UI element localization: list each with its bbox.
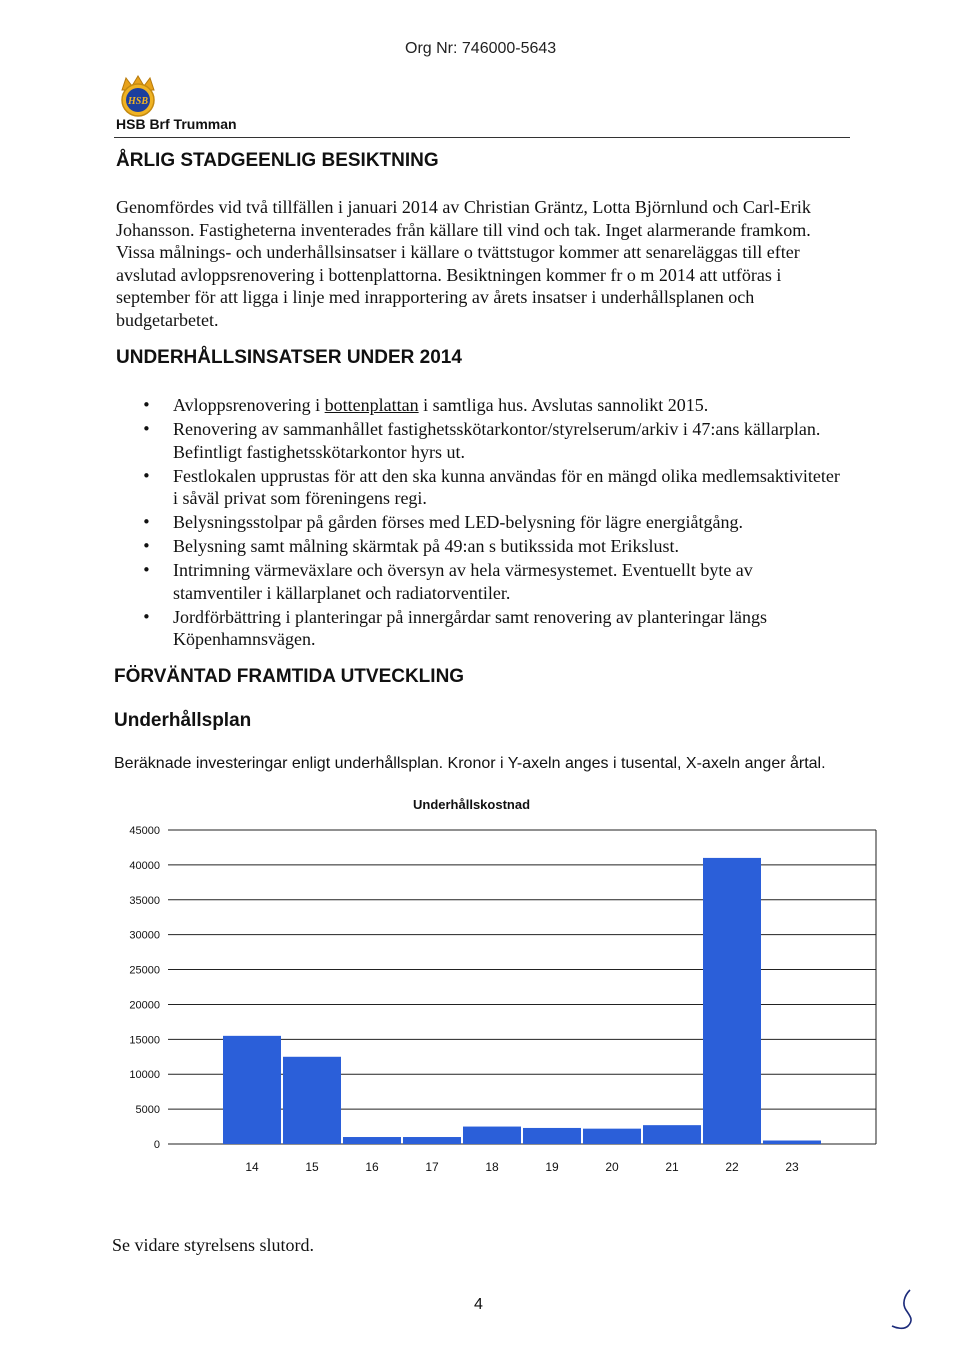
x-tick-label: 15	[305, 1160, 319, 1174]
chart-description: Beräknade investeringar enligt underhållsplan. Kronor i Y-axeln anges i tusental, X-axeln anger årtal.	[114, 755, 826, 772]
y-tick-label: 15000	[129, 1034, 160, 1047]
x-tick-label: 22	[725, 1160, 739, 1174]
y-tick-label: 45000	[129, 825, 160, 837]
bar-23	[763, 1141, 821, 1144]
list-item: • Festlokalen upprustas för att den ska kunna användas för en mängd olika medlemsaktiviteter i såväl privat som föreningens regi.	[140, 465, 840, 510]
bar-16	[343, 1137, 401, 1144]
association-name: HSB Brf Trumman	[116, 116, 237, 132]
y-tick-label: 20000	[129, 999, 160, 1012]
bar-18	[463, 1127, 521, 1144]
bar-15	[283, 1057, 341, 1144]
section-heading-besiktning: ÅRLIG STADGEENLIG BESIKTNING	[116, 150, 439, 171]
hsb-logo-graphic	[116, 74, 160, 118]
x-tick-label: 20	[605, 1160, 619, 1174]
x-tick-label: 17	[425, 1160, 439, 1174]
org-number: Org Nr: 746000-5643	[405, 40, 557, 57]
list-item: • Intrimning värmeväxlare och översyn av hela värmesystemet. Eventuellt byte av stamventiler i källarplanet och radiatorventiler.	[140, 559, 840, 604]
logo-text: HSB	[127, 96, 149, 107]
underlined-word: bottenplattan	[324, 395, 419, 415]
bar-20	[583, 1129, 641, 1144]
bar-22	[703, 858, 761, 1144]
y-tick-label: 10000	[129, 1069, 160, 1082]
chart-title: Underhållskostnad	[413, 797, 531, 812]
y-tick-label: 35000	[129, 894, 160, 907]
closing-text: Se vidare styrelsens slutord.	[112, 1235, 314, 1255]
section-heading-framtida: FÖRVÄNTAD FRAMTIDA UTVECKLING	[114, 666, 465, 687]
signature-initial	[888, 1286, 928, 1339]
bar-14	[223, 1036, 281, 1144]
x-tick-label: 18	[485, 1160, 499, 1174]
section-heading-underhallsinsatser: UNDERHÅLLSINSATSER UNDER 2014	[116, 347, 462, 368]
subheading-underhallsplan: Underhållsplan	[114, 710, 252, 731]
list-item: • Belysning samt målning skärmtak på 49:an s butikssida mot Erikslust.	[140, 535, 840, 558]
x-tick-label: 23	[785, 1160, 799, 1174]
page-number: 4	[474, 1296, 483, 1313]
y-tick-label: 5000	[135, 1104, 160, 1117]
bar-21	[643, 1125, 701, 1144]
underhallsinsatser-list	[140, 394, 840, 652]
x-tick-label: 14	[245, 1160, 259, 1174]
bar-19	[523, 1128, 581, 1144]
x-tick-label: 16	[365, 1160, 379, 1174]
bar-17	[403, 1137, 461, 1144]
besiktning-paragraph: Genomfördes vid två tillfällen i januari 2014 av Christian Gräntz, Lotta Björnlund och Carl-Erik Johansson. Fastigheterna inventerades från källare till vind och tak. Inget alarmerande framkom. Vissa målnings- och underhållsinsatser i källare o tvättstugor kommer att senareläggas till efter avslutad avloppsrenovering i bottenplattorna. Besiktningen kommer fr o m 2014 att utföras i september för att ligga i linje med inrapportering av årets insatser i underhållsplanen och budgetarbetet.	[116, 197, 811, 330]
list-item: • Jordförbättring i planteringar på innergårdar samt renovering av planteringar längs Köpenhamnsvägen.	[140, 606, 840, 651]
x-tick-label: 19	[545, 1160, 559, 1174]
list-item: • Renovering av sammanhållet fastighetsskötarkontor/styrelserum/arkiv i 47:ans källarplan. Befintligt fastighetsskötarkontor hyrs ut.	[140, 418, 840, 463]
underhallskostnad-chart	[100, 790, 890, 1190]
y-tick-label: 25000	[129, 964, 160, 977]
header-divider	[114, 137, 850, 138]
list-item: • Belysningsstolpar på gården förses med LED-belysning för lägre energiåtgång.	[140, 511, 840, 534]
list-item: • Avloppsrenovering i bottenplattan i samtliga hus. Avslutas sannolikt 2015.	[140, 394, 840, 417]
x-tick-label: 21	[665, 1160, 679, 1174]
y-tick-label: 40000	[129, 859, 160, 872]
hsb-logo-icon	[116, 74, 160, 118]
y-tick-label: 30000	[129, 929, 160, 942]
y-tick-label: 0	[153, 1139, 160, 1151]
